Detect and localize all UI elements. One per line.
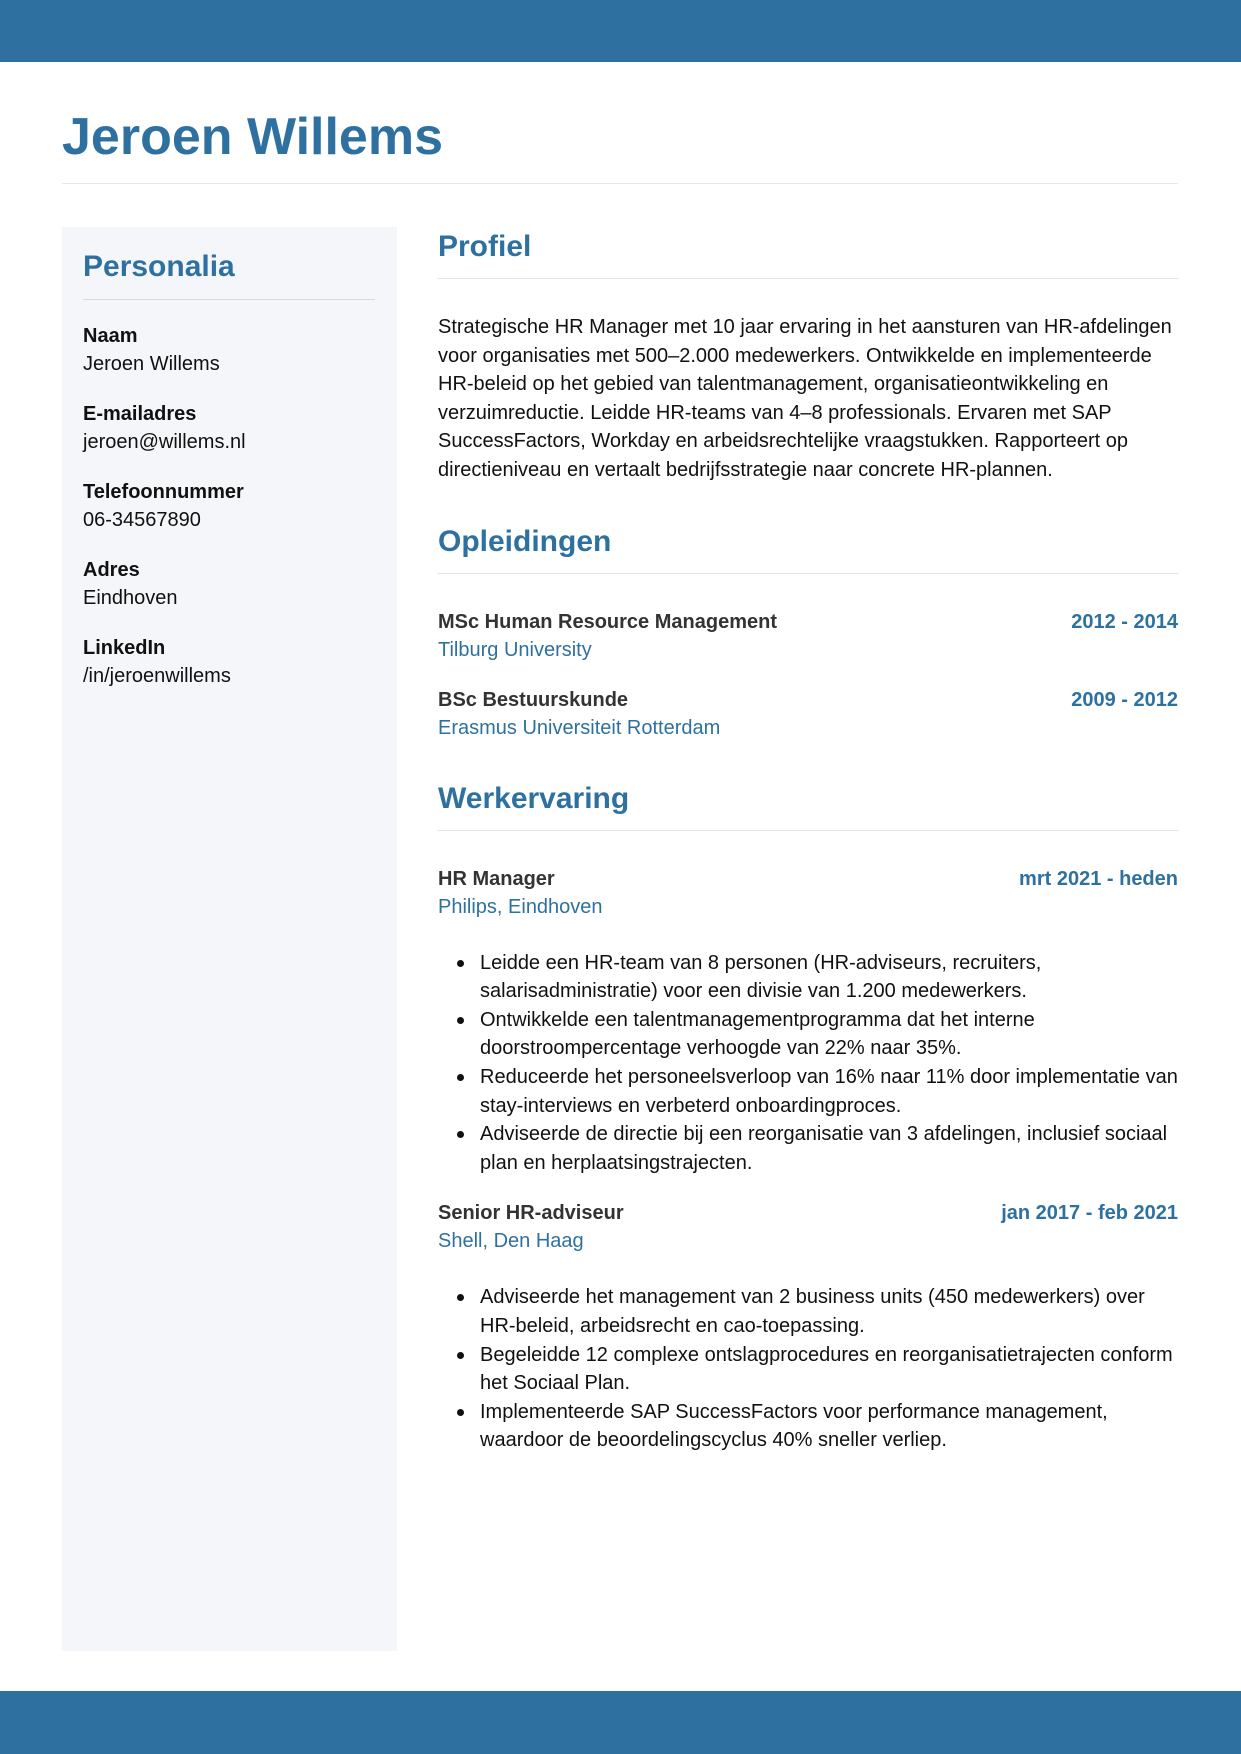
list-item-text: Implementeerde SAP SuccessFactors voor performance management, waardoor de beoordelingscyclus 40% sneller verliep. bbox=[480, 1400, 1108, 1452]
section-divider bbox=[438, 573, 1178, 574]
section-title-experience: Werkervaring bbox=[438, 781, 630, 815]
field-address bbox=[83, 556, 375, 612]
main-content bbox=[438, 224, 1178, 1477]
field-value: jeroen@willems.nl bbox=[83, 431, 246, 453]
bullet-icon bbox=[457, 1017, 464, 1024]
list-item-text: Reduceerde het personeelsverloop van 16% naar 11% door implementatie van stay-interviews en verbeterd onboardingproces. bbox=[480, 1065, 1178, 1117]
field-label: E-mailadres bbox=[83, 403, 197, 425]
achievement-list bbox=[438, 1283, 1178, 1455]
field-label: Adres bbox=[83, 559, 140, 581]
header-divider bbox=[62, 183, 1178, 184]
field-label: Telefoonnummer bbox=[83, 481, 244, 503]
school-name: Erasmus Universiteit Rotterdam bbox=[438, 716, 721, 739]
degree-title: BSc Bestuurskunde bbox=[438, 688, 629, 711]
list-item-text: Begeleidde 12 complexe ontslagprocedures en reorganisatietrajecten conform het Sociaal Plan. bbox=[480, 1343, 1173, 1395]
field-linkedin bbox=[83, 634, 375, 690]
date-range: 2012 - 2014 bbox=[1071, 610, 1178, 633]
section-title-education: Opleidingen bbox=[438, 524, 612, 558]
list-item-text: Adviseerde het management van 2 business units (450 medewerkers) over HR-beleid, arbeidsrecht en cao-toepassing. bbox=[480, 1286, 1145, 1337]
field-value: 06-34567890 bbox=[83, 509, 201, 531]
field-value: /in/jeroenwillems bbox=[83, 665, 231, 687]
sidebar-title: Personalia bbox=[83, 250, 235, 283]
field-email bbox=[83, 400, 375, 456]
date-range: mrt 2021 - heden bbox=[1019, 867, 1178, 890]
degree-title: MSc Human Resource Management bbox=[438, 610, 777, 633]
list-item-text: Leidde een HR-team van 8 personen (HR-adviseurs, recruiters, salarisadministratie) voor een divisie van 1.200 medewerkers. bbox=[480, 951, 1042, 1003]
bullet-icon bbox=[457, 1352, 464, 1359]
experience-entry bbox=[438, 865, 1178, 1178]
job-title: Senior HR-adviseur bbox=[438, 1202, 624, 1225]
sidebar bbox=[62, 227, 397, 1651]
section-title-profile: Profiel bbox=[438, 230, 532, 263]
experience-entry bbox=[438, 1199, 1178, 1455]
date-range: 2009 - 2012 bbox=[1071, 688, 1178, 711]
section-divider bbox=[438, 830, 1178, 831]
field-name bbox=[83, 322, 375, 378]
bullet-icon bbox=[457, 1294, 464, 1301]
field-label: LinkedIn bbox=[83, 637, 166, 659]
list-item bbox=[480, 1398, 1178, 1455]
header-bar bbox=[0, 0, 1241, 62]
field-phone bbox=[83, 478, 375, 534]
bullet-icon bbox=[457, 960, 464, 967]
field-value: Jeroen Willems bbox=[83, 353, 220, 375]
education-entry bbox=[438, 686, 1178, 742]
field-label: Naam bbox=[83, 325, 138, 347]
list-item bbox=[480, 949, 1178, 1006]
sidebar-divider bbox=[83, 299, 375, 300]
list-item bbox=[480, 1283, 1178, 1340]
bullet-icon bbox=[457, 1131, 464, 1138]
page-title: Jeroen Willems bbox=[62, 108, 444, 166]
footer-bar bbox=[0, 1691, 1241, 1754]
company-name: Philips, Eindhoven bbox=[438, 895, 603, 918]
field-value: Eindhoven bbox=[83, 587, 178, 609]
job-title: HR Manager bbox=[438, 867, 555, 890]
section-divider bbox=[438, 278, 1178, 279]
list-item bbox=[480, 1120, 1178, 1177]
profile-text: Strategische HR Manager met 10 jaar ervaring in het aansturen van HR-afdelingen voor organisaties met 500–2.000 medewerkers. Ontwikkelde en implementeerde HR-beleid op het gebied van talentmanagement, organisatieontwikkeling en verzuimreductie. Leidde HR-teams van 4–8 professionals. Ervaren met SAP SuccessFactors, Workday en arbeidsrechtelijke vraagstukken. Rapporteert op directieniveau en vertaalt bedrijfsstrategie naar concrete HR-plannen. bbox=[438, 316, 1172, 481]
list-item bbox=[480, 1063, 1178, 1120]
list-item bbox=[480, 1006, 1178, 1063]
education-entry bbox=[438, 608, 1178, 664]
bullet-icon bbox=[457, 1074, 464, 1081]
bullet-icon bbox=[457, 1409, 464, 1416]
date-range: jan 2017 - feb 2021 bbox=[1001, 1202, 1178, 1225]
education-section bbox=[438, 519, 1178, 742]
achievement-list bbox=[438, 949, 1178, 1178]
school-name: Tilburg University bbox=[438, 638, 592, 661]
list-item bbox=[480, 1341, 1178, 1398]
list-item-text: Adviseerde de directie bij een reorganisatie van 3 afdelingen, inclusief sociaal plan en herplaatsingstrajecten. bbox=[480, 1123, 1168, 1174]
list-item-text: Ontwikkelde een talentmanagementprogramma dat het interne doorstroompercentage verhoogde van 22% naar 35%. bbox=[480, 1008, 1035, 1060]
profile-section bbox=[438, 224, 1178, 485]
experience-section bbox=[438, 776, 1178, 1455]
company-name: Shell, Den Haag bbox=[438, 1230, 584, 1253]
